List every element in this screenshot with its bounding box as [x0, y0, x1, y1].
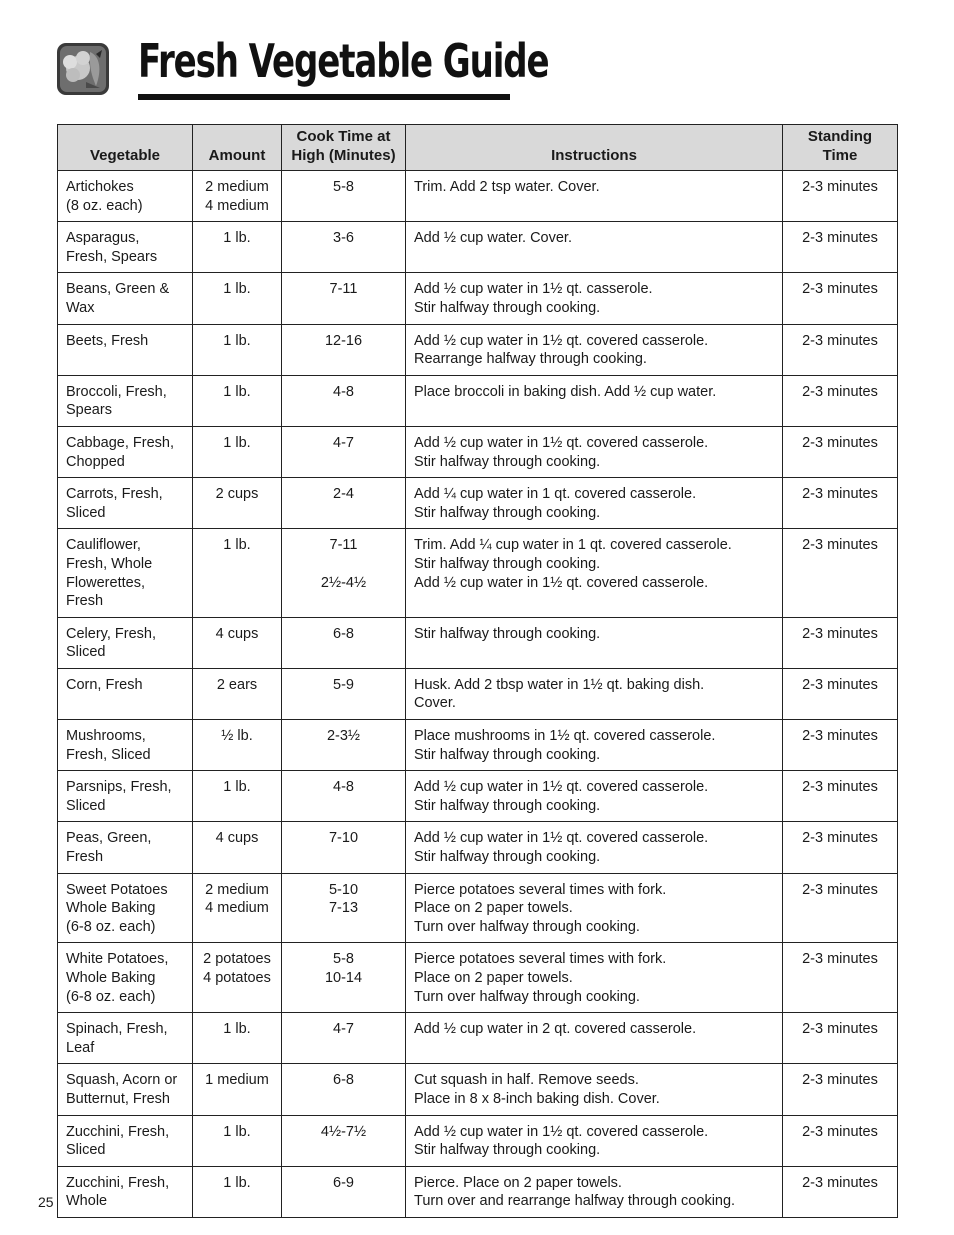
cook-time-cell: 12-16 — [282, 324, 406, 375]
amount-cell: 2 potatoes 4 potatoes — [193, 943, 282, 1013]
amount-cell: 1 lb. — [193, 273, 282, 324]
cook-time-cell: 3-6 — [282, 222, 406, 273]
standing-time-cell: 2-3 minutes — [783, 822, 898, 873]
vegetable-cell: Zucchini, Fresh, Sliced — [58, 1115, 193, 1166]
amount-cell: 1 lb. — [193, 1166, 282, 1217]
amount-cell: 1 lb. — [193, 771, 282, 822]
cook-time-cell: 2-3½ — [282, 720, 406, 771]
table-row — [58, 273, 898, 324]
vegetable-cell: Sweet Potatoes Whole Baking (6-8 oz. each) — [58, 873, 193, 943]
vegetable-cell: Carrots, Fresh, Sliced — [58, 478, 193, 529]
amount-cell: 4 cups — [193, 617, 282, 668]
standing-time-cell: 2-3 minutes — [783, 375, 898, 426]
cook-time-cell: 7-11 2½-4½ — [282, 529, 406, 617]
amount-cell: 1 lb. — [193, 1013, 282, 1064]
vegetable-cell: Beets, Fresh — [58, 324, 193, 375]
standing-time-cell: 2-3 minutes — [783, 720, 898, 771]
standing-time-cell: 2-3 minutes — [783, 529, 898, 617]
cook-time-cell: 5-10 7-13 — [282, 873, 406, 943]
standing-time-cell: 2-3 minutes — [783, 668, 898, 719]
standing-time-cell: 2-3 minutes — [783, 771, 898, 822]
table-row — [58, 1013, 898, 1064]
column-amount-header: Amount — [193, 125, 282, 171]
table-row — [58, 426, 898, 477]
amount-cell: 1 lb. — [193, 1115, 282, 1166]
instructions-cell: Stir halfway through cooking. — [406, 617, 783, 668]
cook-time-cell: 5-8 — [282, 171, 406, 222]
instructions-cell: Pierce potatoes several times with fork. Place on 2 paper towels. Turn over halfway through cooking. — [406, 873, 783, 943]
vegetable-cell: Beans, Green & Wax — [58, 273, 193, 324]
instructions-cell: Add ½ cup water in 1½ qt. covered casserole. Stir halfway through cooking. — [406, 426, 783, 477]
instructions-cell: Add ½ cup water in 1½ qt. covered casserole. Rearrange halfway through cooking. — [406, 324, 783, 375]
vegetable-cell: Squash, Acorn or Butternut, Fresh — [58, 1064, 193, 1115]
standing-time-cell: 2-3 minutes — [783, 873, 898, 943]
standing-time-cell: 2-3 minutes — [783, 273, 898, 324]
cook-time-cell: 4-7 — [282, 1013, 406, 1064]
standing-time-cell: 2-3 minutes — [783, 478, 898, 529]
page-header — [56, 34, 549, 106]
vegetable-cell: Cauliflower, Fresh, Whole Flowerettes, Fresh — [58, 529, 193, 617]
amount-cell: 1 lb. — [193, 529, 282, 617]
cook-time-cell: 7-10 — [282, 822, 406, 873]
cook-time-cell: 7-11 — [282, 273, 406, 324]
vegetable-guide-table — [57, 124, 898, 1218]
amount-cell: 2 medium 4 medium — [193, 873, 282, 943]
header-row — [58, 125, 898, 171]
table-row — [58, 171, 898, 222]
table-row — [58, 720, 898, 771]
instructions-cell: Cut squash in half. Remove seeds. Place in 8 x 8-inch baking dish. Cover. — [406, 1064, 783, 1115]
instructions-cell: Place mushrooms in 1½ qt. covered casserole. Stir halfway through cooking. — [406, 720, 783, 771]
vegetable-cell: Peas, Green, Fresh — [58, 822, 193, 873]
amount-cell: 2 medium 4 medium — [193, 171, 282, 222]
amount-cell: 1 lb. — [193, 324, 282, 375]
column-vegetable-header: Vegetable — [58, 125, 193, 171]
cook-time-cell: 4-7 — [282, 426, 406, 477]
standing-time-cell: 2-3 minutes — [783, 1013, 898, 1064]
table-row — [58, 478, 898, 529]
vegetable-cell: Zucchini, Fresh, Whole — [58, 1166, 193, 1217]
page-title: Fresh Vegetable Guide — [138, 34, 549, 88]
instructions-cell: Trim. Add 2 tsp water. Cover. — [406, 171, 783, 222]
cook-time-cell: 4-8 — [282, 375, 406, 426]
table-body — [58, 171, 898, 1218]
title-underline — [138, 94, 510, 100]
standing-time-cell: 2-3 minutes — [783, 617, 898, 668]
amount-cell: 2 ears — [193, 668, 282, 719]
vegetable-cell: Mushrooms, Fresh, Sliced — [58, 720, 193, 771]
table-row — [58, 771, 898, 822]
table-row — [58, 1064, 898, 1115]
standing-time-cell: 2-3 minutes — [783, 1166, 898, 1217]
instructions-cell: Trim. Add ¼ cup water in 1 qt. covered casserole. Stir halfway through cooking. Add ½ cup water in 1½ qt. covered casserole. — [406, 529, 783, 617]
table-row — [58, 375, 898, 426]
instructions-cell: Add ½ cup water in 1½ qt. covered casserole. Stir halfway through cooking. — [406, 822, 783, 873]
table-row — [58, 529, 898, 617]
vegetable-icon — [56, 42, 110, 96]
amount-cell: 4 cups — [193, 822, 282, 873]
table-row — [58, 222, 898, 273]
page-number: 25 — [38, 1194, 54, 1210]
cook-time-cell: 6-8 — [282, 617, 406, 668]
amount-cell: 1 lb. — [193, 222, 282, 273]
cook-time-cell: 5-9 — [282, 668, 406, 719]
table-row — [58, 617, 898, 668]
cook-time-cell: 6-8 — [282, 1064, 406, 1115]
table-row — [58, 873, 898, 943]
standing-time-cell: 2-3 minutes — [783, 324, 898, 375]
instructions-cell: Pierce potatoes several times with fork. Place on 2 paper towels. Turn over halfway through cooking. — [406, 943, 783, 1013]
table-row — [58, 324, 898, 375]
standing-time-cell: 2-3 minutes — [783, 1115, 898, 1166]
standing-time-cell: 2-3 minutes — [783, 171, 898, 222]
table-row — [58, 943, 898, 1013]
vegetable-cell: Broccoli, Fresh, Spears — [58, 375, 193, 426]
vegetable-cell: Spinach, Fresh, Leaf — [58, 1013, 193, 1064]
standing-time-cell: 2-3 minutes — [783, 426, 898, 477]
standing-time-cell: 2-3 minutes — [783, 1064, 898, 1115]
vegetable-cell: Cabbage, Fresh, Chopped — [58, 426, 193, 477]
vegetable-cell: Asparagus, Fresh, Spears — [58, 222, 193, 273]
instructions-cell: Place broccoli in baking dish. Add ½ cup water. — [406, 375, 783, 426]
column-cook-time-header: Cook Time at High (Minutes) — [282, 125, 406, 171]
instructions-cell: Add ½ cup water in 1½ qt. covered casserole. Stir halfway through cooking. — [406, 1115, 783, 1166]
column-standing-time-header: Standing Time — [783, 125, 898, 171]
cook-time-cell: 5-8 10-14 — [282, 943, 406, 1013]
vegetable-cell: Parsnips, Fresh, Sliced — [58, 771, 193, 822]
vegetable-cell: Corn, Fresh — [58, 668, 193, 719]
amount-cell: 1 lb. — [193, 426, 282, 477]
instructions-cell: Pierce. Place on 2 paper towels. Turn over and rearrange halfway through cooking. — [406, 1166, 783, 1217]
instructions-cell: Husk. Add 2 tbsp water in 1½ qt. baking dish. Cover. — [406, 668, 783, 719]
vegetable-cell: Celery, Fresh, Sliced — [58, 617, 193, 668]
cook-time-cell: 4-8 — [282, 771, 406, 822]
amount-cell: 1 lb. — [193, 375, 282, 426]
instructions-cell: Add ½ cup water. Cover. — [406, 222, 783, 273]
amount-cell: 1 medium — [193, 1064, 282, 1115]
amount-cell: 2 cups — [193, 478, 282, 529]
cook-time-cell: 4½-7½ — [282, 1115, 406, 1166]
standing-time-cell: 2-3 minutes — [783, 222, 898, 273]
vegetable-cell: White Potatoes, Whole Baking (6-8 oz. each) — [58, 943, 193, 1013]
amount-cell: ½ lb. — [193, 720, 282, 771]
vegetable-cell: Artichokes (8 oz. each) — [58, 171, 193, 222]
table-header — [58, 125, 898, 171]
table-row — [58, 1115, 898, 1166]
cook-time-cell: 2-4 — [282, 478, 406, 529]
instructions-cell: Add ¼ cup water in 1 qt. covered casserole. Stir halfway through cooking. — [406, 478, 783, 529]
instructions-cell: Add ½ cup water in 2 qt. covered casserole. — [406, 1013, 783, 1064]
instructions-cell: Add ½ cup water in 1½ qt. casserole. Stir halfway through cooking. — [406, 273, 783, 324]
instructions-cell: Add ½ cup water in 1½ qt. covered casserole. Stir halfway through cooking. — [406, 771, 783, 822]
table-row — [58, 822, 898, 873]
standing-time-cell: 2-3 minutes — [783, 943, 898, 1013]
cook-time-cell: 6-9 — [282, 1166, 406, 1217]
table-row — [58, 1166, 898, 1217]
table-row — [58, 668, 898, 719]
column-instructions-header: Instructions — [406, 125, 783, 171]
